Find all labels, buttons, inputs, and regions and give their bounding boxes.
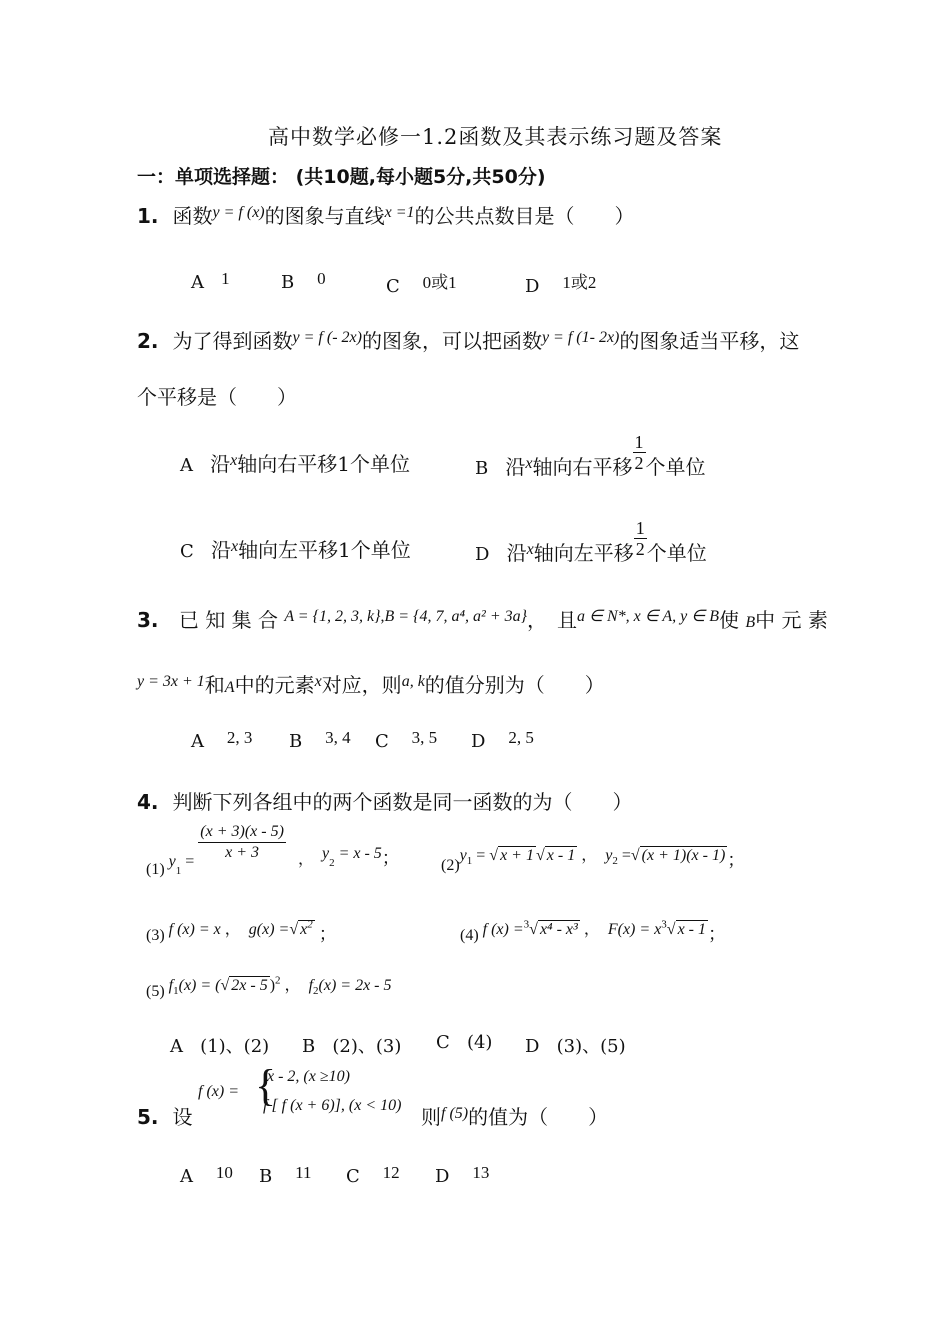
option-text: 沿 — [505, 454, 526, 479]
option-letter: C — [375, 731, 389, 752]
end-mark: ； — [727, 850, 746, 870]
q3-var: A — [224, 679, 235, 696]
subscript: 1 — [175, 865, 182, 878]
option-value: 2, 5 — [508, 728, 534, 747]
subscript: 2 — [329, 857, 335, 870]
q4-option-b[interactable] — [302, 1032, 401, 1058]
question-number: 2. — [137, 329, 159, 353]
question-1 — [137, 200, 635, 229]
q2-option-b[interactable] — [475, 420, 706, 479]
end-mark: ； — [708, 924, 726, 944]
q3-text: 对应，则 — [321, 673, 402, 697]
q5-tail — [421, 1101, 608, 1130]
q3-text: 已 知 集 合 — [178, 608, 278, 632]
sep: ， — [297, 851, 314, 869]
option-text: 沿 — [210, 452, 231, 476]
question-number: 5. — [137, 1105, 159, 1129]
option-var: x — [526, 540, 534, 558]
fraction-num: (x + 3)(x - 5) — [198, 822, 286, 843]
func-name: f — [168, 977, 174, 994]
q4-option-d[interactable] — [525, 1032, 626, 1058]
equals: = — [185, 853, 195, 871]
option-letter: B — [259, 1166, 273, 1187]
q4-option-c[interactable] — [436, 1032, 492, 1053]
q3-option-c[interactable] — [375, 728, 438, 752]
option-text: 沿 — [506, 540, 527, 565]
q4-stem: 判断下列各组中的两个函数是同一函数的为（ ） — [172, 790, 633, 814]
q1-math-line: x =1 — [384, 204, 415, 221]
fraction-num: 1 — [635, 518, 645, 538]
option-letter: A — [170, 1036, 183, 1057]
expr: = x - 5 — [338, 845, 382, 863]
sep: ， — [284, 977, 301, 994]
q5-text: 设 — [172, 1105, 193, 1129]
subscript: 1 — [466, 855, 473, 868]
option-value: 1或2 — [562, 273, 597, 292]
q4-pair-2: $(2)y_1$ = √ x + 1 √ x - 1 ， $y_2$ =√ (x + 1)(x - 1) ； — [441, 847, 746, 874]
q1-option-d[interactable] — [525, 272, 596, 297]
root-index: 3 — [523, 918, 530, 931]
q3-text: 使 — [718, 608, 739, 632]
equals: = — [476, 847, 486, 864]
q3-set-b: B = {4, 7, a⁴, a² + 3a} — [384, 608, 528, 625]
q3-text: 的值分别为（ ） — [424, 673, 605, 697]
sqrt-expr: (x + 1)(x - 1) — [641, 847, 726, 864]
option-value: 1 — [221, 269, 230, 288]
q5-option-c[interactable] — [346, 1163, 400, 1187]
q2-line2: 个平移是（ ） — [137, 385, 297, 409]
option-text: 个单位 — [645, 454, 706, 479]
option-letter: B — [281, 272, 295, 293]
q3-text: ， 且 — [527, 608, 578, 632]
var-y: y — [459, 847, 467, 864]
sep: ， — [581, 847, 598, 864]
q2-option-c[interactable] — [180, 534, 411, 563]
sqrt-expr: x + 1 — [500, 847, 534, 864]
q3-line2 — [137, 669, 605, 698]
q3-condition: a ∈ N*, x ∈ A, y ∈ B — [577, 608, 719, 625]
q2-text: 的图象适当平移，这 — [619, 329, 800, 353]
option-value: (3)、(5) — [556, 1036, 626, 1057]
sqrt-expr — [298, 920, 315, 938]
option-letter: B — [302, 1036, 316, 1057]
q2-option-d[interactable] — [475, 506, 707, 565]
q5-fx-label: f (x) = — [198, 1083, 239, 1100]
question-4 — [137, 786, 633, 815]
q3-option-b[interactable] — [289, 728, 351, 752]
q3-text: 中 元 素 — [755, 608, 828, 632]
fraction-half — [634, 518, 647, 559]
q2-text: 的图象，可以把函数 — [361, 329, 542, 353]
fraction-half — [633, 432, 646, 473]
end-mark: ； — [318, 924, 337, 944]
option-letter: D — [525, 276, 540, 297]
q4-pair-1 — [146, 822, 400, 879]
q2-math: y = f (- 2x) — [292, 329, 362, 346]
sqrt-expr: x - 1 — [546, 847, 576, 864]
option-letter: C — [346, 1166, 360, 1187]
var-y: y — [605, 847, 613, 864]
option-letter: B — [475, 457, 489, 479]
q1-option-b[interactable] — [281, 269, 326, 293]
option-text: 轴向右平移 — [532, 454, 633, 479]
option-letter: B — [289, 731, 303, 752]
q3-option-a[interactable] — [191, 728, 253, 752]
question-number: 4. — [137, 790, 159, 814]
q5-text: 的值为（ ） — [468, 1105, 609, 1129]
q3-var: a, k — [401, 673, 425, 690]
option-var: x — [230, 452, 238, 469]
superscript: 2 — [275, 974, 281, 987]
question-5 — [137, 1101, 193, 1130]
option-text: 个单位 — [646, 540, 707, 565]
q3-set-a: A = {1, 2, 3, k} — [284, 608, 381, 625]
expr: (x) = 2x - 5 — [318, 977, 392, 994]
q1-math-function: y = f (x) — [212, 204, 265, 221]
expr: ) — [269, 977, 276, 994]
option-text: 轴向左平移 — [533, 540, 634, 565]
option-value: 3, 5 — [411, 728, 438, 747]
pair-label: (4) — [460, 927, 479, 944]
sqrt-expr: 2x - 5 — [231, 977, 268, 994]
subscript: 2 — [313, 985, 319, 998]
option-letter: C — [386, 276, 400, 297]
option-letter: A — [191, 272, 204, 293]
option-text: 轴向左平移1个单位 — [238, 538, 411, 562]
subscript: 2 — [612, 855, 618, 868]
q5-option-d[interactable] — [435, 1163, 490, 1187]
option-letter: A — [191, 731, 204, 752]
question-number: 3. — [137, 608, 159, 632]
expr: F(x) = x — [607, 921, 662, 938]
pair-label: (3) — [146, 927, 165, 944]
q3-var: B — [745, 614, 756, 631]
sep: ， — [583, 921, 600, 938]
fraction-num: 1 — [634, 432, 644, 452]
fraction — [198, 822, 286, 863]
q4-option-a[interactable] — [170, 1032, 269, 1058]
q3-mapping: y = 3x + 1 — [137, 673, 205, 690]
option-value: (1)、(2) — [200, 1036, 270, 1057]
option-var: x — [525, 454, 533, 472]
q1-text: 函数 — [172, 204, 213, 228]
option-text: 轴向右平移1个单位 — [237, 452, 411, 476]
q4-pair-4: (4) f (x) =$^3$√ x⁴ - x³ ， $F(x) = x^3√$ x - 1 ； — [460, 918, 726, 944]
question-2 — [137, 325, 799, 354]
fraction-den: 2 — [634, 453, 644, 473]
option-value: (2)、(3) — [332, 1036, 402, 1057]
q5-option-a[interactable] — [180, 1163, 233, 1187]
option-value: 3, 4 — [325, 728, 351, 747]
q5-case-1: x - 2, (x ≥10) — [267, 1068, 350, 1085]
q3-option-d[interactable] — [471, 728, 534, 752]
q1-option-c[interactable] — [386, 272, 457, 297]
q2-text: 为了得到函数 — [172, 329, 293, 353]
q5-case-2: f [ f (x + 6)], (x < 10) — [263, 1097, 402, 1114]
q2-option-a[interactable] — [180, 448, 410, 477]
fraction-den: 2 — [635, 539, 645, 559]
equals: = — [621, 847, 631, 864]
var-y: y — [168, 853, 176, 871]
option-value: 0或1 — [422, 273, 457, 292]
option-letter: D — [475, 543, 490, 565]
option-letter: A — [180, 455, 193, 476]
q2-math: y = f (1- 2x) — [541, 329, 620, 346]
option-value: (4) — [466, 1032, 493, 1053]
option-value: 0 — [317, 269, 326, 288]
pair-label: (5) — [146, 983, 165, 1000]
pair-label: (2) — [441, 857, 460, 874]
option-var: x — [230, 538, 239, 555]
q5-text: 则 — [421, 1105, 441, 1129]
question-number: 1. — [137, 204, 159, 228]
q3-text: 中的元素 — [234, 673, 315, 697]
piecewise-brace: { — [255, 1061, 277, 1110]
sqrt-expr: x⁴ - x³ — [539, 921, 578, 938]
option-value: 13 — [472, 1163, 490, 1182]
question-3 — [137, 604, 828, 633]
q1-text: 的公共点数目是（ ） — [414, 204, 635, 228]
q5-math: f (5) — [441, 1105, 469, 1122]
sep: ， — [224, 921, 241, 938]
q3-text: 和 — [204, 673, 225, 697]
var-y: y — [321, 845, 330, 863]
document-title: 高中数学必修一1.2函数及其表示练习题及答案 — [268, 125, 723, 149]
option-letter: C — [180, 541, 194, 562]
subscript: 1 — [173, 985, 179, 998]
option-value: 10 — [215, 1163, 233, 1182]
q1-option-a[interactable] — [191, 269, 230, 293]
end-mark: ； — [381, 848, 400, 869]
q5-option-b[interactable] — [259, 1163, 312, 1187]
option-value: 11 — [295, 1163, 312, 1182]
fraction-den: x + 3 — [225, 844, 260, 861]
pair-label: (1) — [146, 861, 165, 879]
q4-pair-3: (3) f (x) = x ， g(x) =√ $x^2$ ； — [146, 918, 337, 944]
option-letter: D — [471, 731, 486, 752]
expr: f (x) = x — [168, 921, 221, 938]
expr: (x) = ( — [178, 977, 221, 994]
q3-var: x — [314, 673, 322, 690]
sqrt-expr: x - 1 — [677, 921, 706, 938]
option-letter: C — [436, 1032, 450, 1053]
section-heading: 一：单项选择题： (共10题,每小题5分,共50分) — [137, 166, 546, 188]
expr: f (x) = — [482, 921, 524, 938]
option-letter: D — [435, 1166, 450, 1187]
option-letter: A — [180, 1166, 193, 1187]
q3-sep: , — [380, 608, 385, 625]
expr: g(x) = — [248, 921, 290, 938]
root-index: 3 — [661, 918, 667, 931]
option-value: 12 — [382, 1163, 400, 1182]
q4-pair-5: (5) $f_1(x)$ = (√ 2x - 5 )$^2$ ， $f_2(x) = 2x - 5$ — [146, 974, 392, 1000]
option-text: 沿 — [210, 538, 231, 562]
superscript: 2 — [307, 918, 313, 931]
option-value: 2, 3 — [226, 728, 253, 747]
q1-text: 的图象与直线 — [264, 204, 385, 228]
option-letter: D — [525, 1036, 540, 1057]
func-name: f — [308, 977, 314, 994]
sqrt-base: x — [300, 921, 308, 938]
